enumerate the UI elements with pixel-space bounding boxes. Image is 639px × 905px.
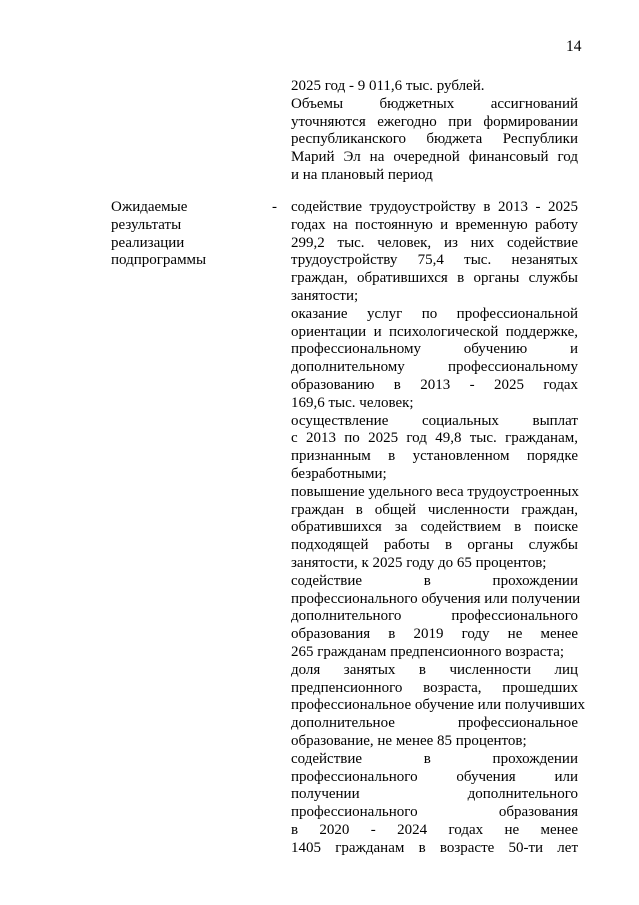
text-line: уточняются ежегодно при формировании bbox=[291, 113, 578, 130]
text-line: оказание услуг по профессиональной bbox=[291, 305, 578, 322]
expected-results bbox=[291, 199, 585, 857]
page-number: 14 bbox=[566, 38, 582, 55]
text-line: образованию в 2013 - 2025 годах bbox=[291, 376, 578, 393]
text-line: и на плановый период bbox=[291, 166, 433, 183]
text-line: 299,2 тыс. человек, из них содействие bbox=[291, 234, 578, 251]
text-line: признанным в установленном порядке bbox=[291, 448, 578, 465]
text-line: обратившихся за содействием в поиске bbox=[291, 519, 578, 536]
text-line: трудоустройству 75,4 тыс. незанятых bbox=[291, 252, 578, 269]
label-line: Ожидаемые bbox=[111, 199, 188, 215]
text-line: безработными; bbox=[291, 465, 387, 482]
section-label bbox=[111, 199, 261, 270]
text-line: получении дополнительного bbox=[291, 786, 578, 803]
text-line: образование, не менее 85 процентов; bbox=[291, 732, 527, 749]
text-line: 1405 гражданам в возрасте 50-ти лет bbox=[291, 839, 578, 856]
text-line: подходящей работы в органы службы bbox=[291, 537, 578, 554]
financing-continuation bbox=[291, 78, 578, 185]
text-line: республиканского бюджета Республики bbox=[291, 131, 578, 148]
text-line: Марий Эл на очередной финансовый год bbox=[291, 149, 578, 166]
text-line: занятости; bbox=[291, 287, 359, 304]
text-line: Объемы бюджетных ассигнований bbox=[291, 95, 578, 112]
text-line: осуществление социальных выплат bbox=[291, 412, 578, 429]
text-line: в 2020 - 2024 годах не менее bbox=[291, 821, 578, 838]
text-line: доля занятых в численности лиц bbox=[291, 661, 578, 678]
text-line: 2025 год - 9 011,6 тыс. рублей. bbox=[291, 78, 485, 94]
label-line: результаты bbox=[111, 216, 182, 233]
text-line: образования в 2019 году не менее bbox=[291, 626, 578, 643]
label-line: подпрограммы bbox=[111, 252, 207, 269]
text-line: содействие в прохождении bbox=[291, 572, 578, 589]
separator-dash: - bbox=[272, 199, 277, 215]
text-line: дополнительное профессиональное bbox=[291, 715, 578, 732]
label-line: реализации bbox=[111, 234, 185, 251]
text-line: профессиональное обучение или получивших bbox=[291, 697, 585, 714]
text-line: содействие трудоустройству в 2013 - 2025 bbox=[291, 199, 578, 215]
text-line: профессионального образования bbox=[291, 804, 578, 821]
text-line: ориентации и психологической поддержке, bbox=[291, 323, 578, 340]
text-line: с 2013 по 2025 год 49,8 тыс. гражданам, bbox=[291, 430, 578, 447]
text-line: профессионального обучения или bbox=[291, 768, 578, 785]
text-line: годах на постоянную и временную работу bbox=[291, 216, 578, 233]
text-line: дополнительного профессионального bbox=[291, 608, 578, 625]
text-line: предпенсионного возраста, прошедших bbox=[291, 679, 578, 696]
text-line: граждан в общей численности граждан, bbox=[291, 501, 578, 518]
text-line: повышение удельного веса трудоустроенных bbox=[291, 483, 579, 500]
text-line: занятости, к 2025 году до 65 процентов; bbox=[291, 554, 547, 571]
text-line: 265 гражданам предпенсионного возраста; bbox=[291, 643, 565, 660]
text-line: профессионального обучения или получении bbox=[291, 590, 581, 607]
text-line: профессиональному обучению и bbox=[291, 341, 578, 358]
text-line: содействие в прохождении bbox=[291, 750, 578, 767]
text-line: 169,6 тыс. человек; bbox=[291, 394, 414, 411]
text-line: дополнительному профессиональному bbox=[291, 359, 578, 376]
text-line: граждан, обратившихся в органы службы bbox=[291, 270, 578, 287]
